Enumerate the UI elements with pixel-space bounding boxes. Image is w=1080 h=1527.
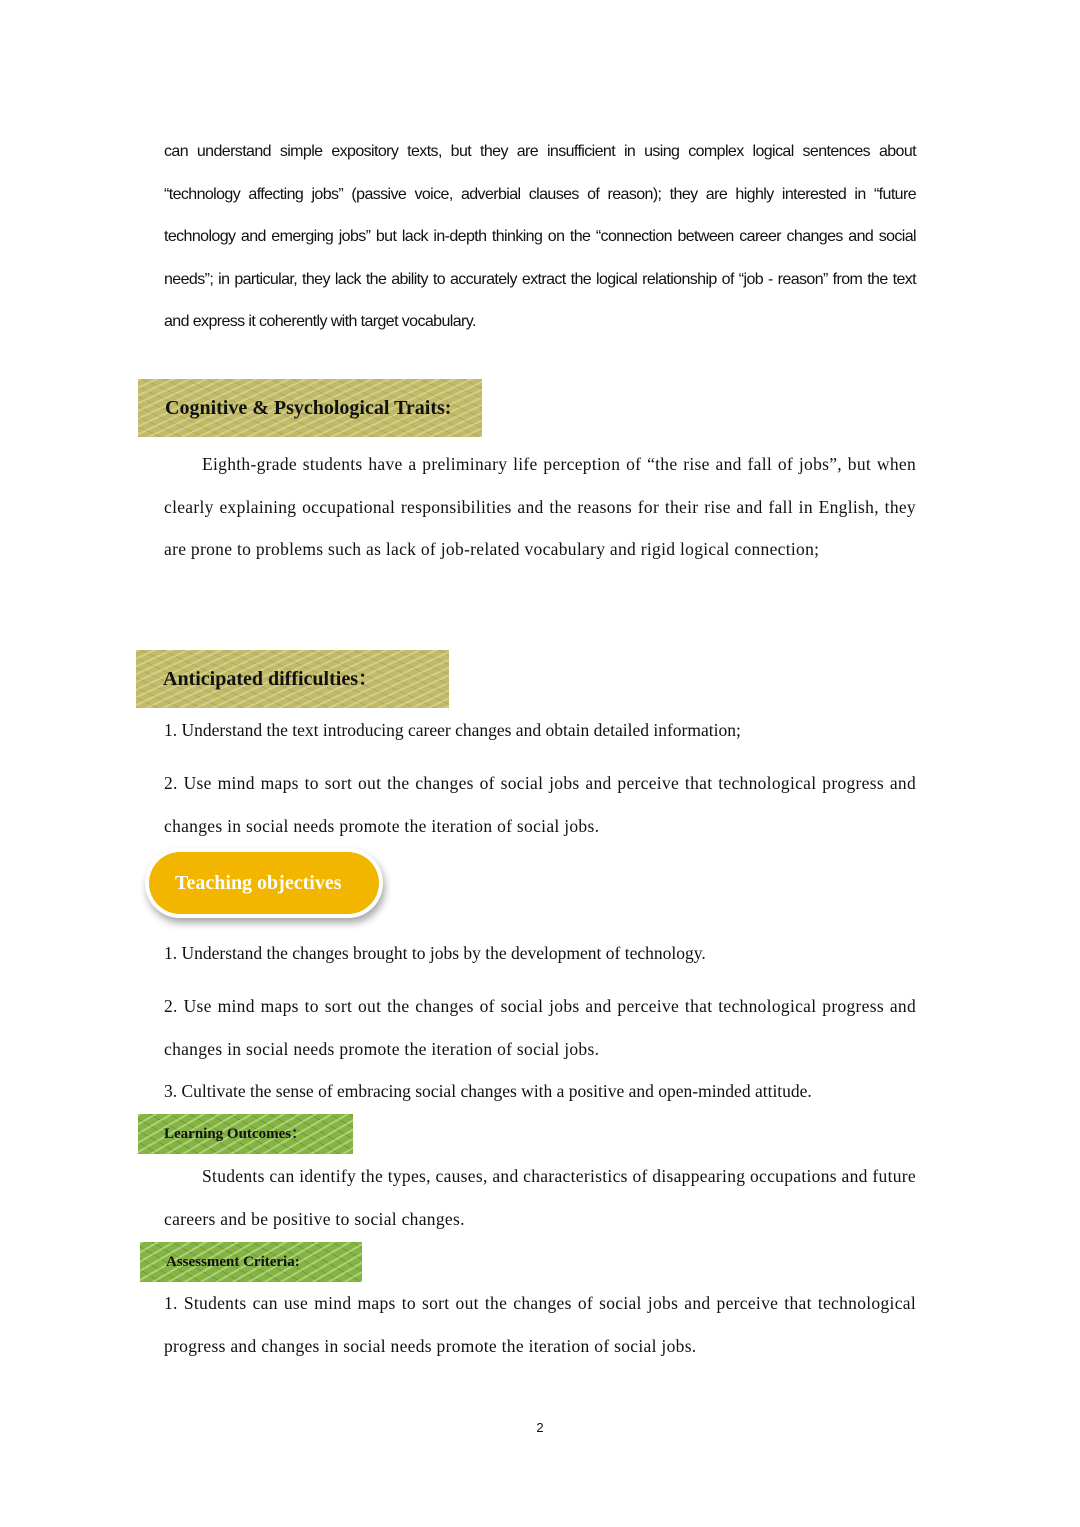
cognitive-traits-heading: [138, 379, 482, 437]
objectives-item-3: 3. Cultivate the sense of embracing social changes with a positive and open-minded attitude.: [164, 1081, 812, 1101]
intro-paragraph: can understand simple expository texts, but they are insufficient in using complex logical sentences about “technology affecting jobs” (passive voice, adverbial clauses of reason); they are highly interested in “future technology and emerging jobs” but lack in-depth thinking on the “connection between career changes and social needs”; in particular, they lack the ability to accurately extract the logical relationship of “job - reason” from the text and express it coherently with target vocabulary.: [164, 143, 916, 330]
objectives-item-2: 2. Use mind maps to sort out the changes of social jobs and perceive that technological progress and changes in social needs promote the iteration of social jobs.: [164, 996, 916, 1059]
page-number: 2: [536, 1420, 544, 1435]
teaching-objectives-heading: [149, 852, 379, 914]
objectives-item-1: 1. Understand the changes brought to jobs by the development of technology.: [164, 943, 706, 963]
anticipated-difficulties-heading: [136, 650, 449, 708]
anticipated-difficulties-heading-text: Anticipated difficulties：: [163, 668, 378, 690]
assessment-criteria-heading-text: Assessment Criteria:: [166, 1254, 300, 1270]
difficulties-item-2: 2. Use mind maps to sort out the changes of social jobs and perceive that technological progress and changes in social needs promote the iteration of social jobs.: [164, 773, 916, 836]
cognitive-traits-paragraph: Eighth-grade students have a preliminary life perception of “the rise and fall of jobs”, but when clearly explaining occupational responsibilities and the reasons for their rise and fall in English, they are prone to problems such as lack of job-related vocabulary and rigid logical connection;: [164, 454, 916, 559]
difficulties-item-1: 1. Understand the text introducing career changes and obtain detailed information;: [164, 720, 741, 740]
assessment-item-1: 1. Students can use mind maps to sort out the changes of social jobs and perceive that technological progress and changes in social needs promote the iteration of social jobs.: [164, 1293, 916, 1356]
learning-outcomes-heading-text: Learning Outcomes：: [164, 1126, 307, 1142]
teaching-objectives-heading-text: Teaching objectives: [175, 872, 342, 894]
learning-outcomes-paragraph: Students can identify the types, causes, and characteristics of disappearing occupations and future careers and be positive to social changes.: [164, 1166, 916, 1229]
cognitive-traits-heading-text: Cognitive & Psychological Traits:: [165, 397, 452, 419]
assessment-criteria-heading: [140, 1242, 362, 1282]
learning-outcomes-heading: [138, 1114, 353, 1154]
